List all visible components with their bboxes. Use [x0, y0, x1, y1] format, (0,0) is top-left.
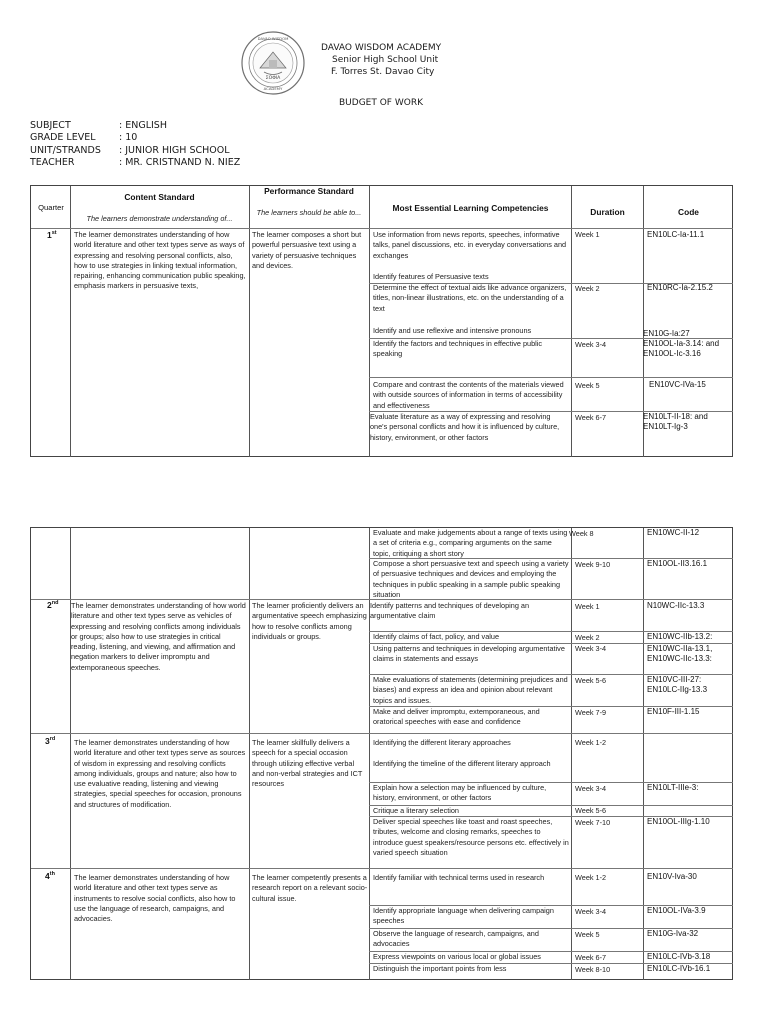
quarter-4-content-standard: The learner demonstrates understanding of how world literature and other text types serve as instruments to resolve social conflicts, also how to use the language of research, campaigns, and advocacies. [74, 873, 236, 924]
competency-code: EN10G-Iva-32 [647, 929, 699, 938]
competency-text: Identify features of Persuasive texts [373, 272, 489, 281]
header-performance-standard: Performance Standard [264, 186, 354, 196]
competency-code: EN10LT-IIIe-3: [647, 783, 699, 792]
competency-code: EN10V-Iva-30 [647, 872, 697, 881]
budget-table-page-1 [30, 185, 733, 457]
competency-duration: Week 7-10 [575, 818, 611, 827]
header-content-standard-sub: The learners demonstrate understanding of... [86, 214, 233, 223]
competency-code: EN10VC-IVa-15 [649, 380, 706, 389]
svg-text:ACADEMY: ACADEMY [263, 86, 283, 91]
competency-duration: Week 1 [575, 230, 600, 239]
competency-text: Identify familiar with technical terms used in research [373, 873, 545, 882]
competency-code: EN10F-III-1.15 [647, 707, 700, 716]
competency-text: Identify and use reflexive and intensive pronouns [373, 326, 532, 335]
competency-text: Identify appropriate language when delivering campaign speeches [373, 906, 554, 926]
competency-duration: Week 5-6 [575, 806, 607, 815]
quarter-2-performance-standard: The learner proficiently delivers an argumentative speech emphasizing how to resolve conflicts among individuals or groups. [252, 601, 367, 641]
competency-text: Observe the language of research, campaigns, and advocacies [373, 929, 539, 949]
competency-code: EN10OL-II3.16.1 [647, 559, 708, 568]
competency-duration: Week 5 [575, 930, 600, 939]
competency-text: Identify patterns and techniques of developing an argumentative claim [370, 601, 530, 621]
quarter-4-label: 4th [45, 871, 55, 881]
competency-duration: Week 2 [575, 284, 600, 293]
competency-code: N10WC-IIc-13.3 [647, 601, 705, 610]
info-label-unit: UNIT/STRANDS [30, 144, 101, 156]
quarter-2-content-standard: The learner demonstrates understanding of how world literature and other text types serve as vehicles of expressing and resolving conflicts among individuals or groups; also how to use strategies in critical reading, listening, and viewing, and affirmation and negation markers to deliver impromptu and extemporaneous speeches. [71, 601, 246, 672]
competency-text: Explain how a selection may be influenced by culture, history, environment, or other factors [373, 783, 547, 803]
info-value-grade: : 10 [119, 132, 138, 144]
competency-code: EN10VC-III-27: EN10LC-IIg-13.3 [647, 675, 708, 694]
competency-text: Identify claims of fact, policy, and value [373, 632, 499, 641]
quarter-3-content-standard: The learner demonstrates understanding of how world literature and other text types serve as sources of wisdom in expressing and resolving conflicts among individuals, groups and nature; also how to use evaluative reading, listening and viewing strategies, special speeches for occasion, pronouns and structures of modification. [74, 738, 246, 809]
competency-duration: Week 1-2 [575, 873, 607, 882]
competency-text: Express viewpoints on various local or global issues [373, 952, 541, 961]
school-name: DAVAO WISDOM ACADEMY [321, 43, 442, 53]
competency-text: Distinguish the important points from less [373, 964, 507, 973]
quarter-1-content-standard: The learner demonstrates understanding of how world literature and other text types serve as ways of expressing and resolving personal conflicts, also, how to use strategies in linking textual information, repairing, enhancing communication public speaking, emphasis markers in persuasive texts, [74, 230, 246, 291]
competency-text: Determine the effect of textual aids like advance organizers, titles, non-linear illustrations, etc. on the understanding of a text [373, 283, 567, 313]
competency-duration: Week 2 [575, 633, 600, 642]
quarter-2-label: 2nd [47, 600, 59, 610]
quarter-3-performance-standard: The learner skillfully delivers a speech for a special occasion through utilizing effective verbal and non-verbal strategies and ICT resources [252, 738, 363, 789]
competency-code: EN10WC-II-12 [647, 528, 700, 537]
competency-duration: Week 9-10 [575, 560, 611, 569]
svg-text:ΣΟΦΙΑ: ΣΟΦΙΑ [265, 76, 281, 81]
competency-text: Identify the factors and techniques in effective public speaking [373, 339, 543, 359]
competency-text: Make and deliver impromptu, extemporaneous, and oratorical speeches with ease and confidence [373, 707, 540, 727]
competency-code: EN10OL-IVa-3.9 [647, 906, 706, 915]
competency-text: Identifying the timeline of the different literary approach [373, 759, 551, 768]
competency-text: Critique a literary selection [373, 806, 459, 815]
competency-text: Deliver special speeches like toast and roast speeches, tributes, welcome and closing remarks, speeches to introduce guest speakers/resource persons etc. effectively in varied speech situation [373, 817, 569, 857]
document-title: BUDGET OF WORK [339, 98, 423, 108]
quarter-1-label: 1st [47, 230, 57, 240]
info-label-subject: SUBJECT [30, 120, 71, 131]
competency-text: Use information from news reports, speeches, informative talks, panel discussions, etc. in everyday conversations and exchanges [373, 230, 567, 260]
header-content-standard: Content Standard [124, 192, 195, 202]
competency-duration: Week 8 [569, 529, 594, 538]
competency-duration: Week 1 [575, 602, 600, 611]
header-code: Code [678, 207, 699, 217]
header-performance-standard-sub: The learners should be able to... [256, 208, 362, 217]
competency-code: EN10OL-Ia-3.14: and EN10OL-Ic-3.16 [643, 339, 720, 358]
quarter-4-performance-standard: The learner competently presents a research report on a relevant socio-cultural issue. [252, 873, 368, 903]
competency-code: EN10LC-IVb-3.18 [647, 952, 711, 961]
quarter-1-performance-standard: The learner composes a short but powerful persuasive text using a variety of persuasive techniques and devices. [252, 230, 362, 270]
info-block [30, 120, 330, 172]
info-value-subject: : ENGLISH [119, 120, 167, 131]
budget-table-page-2 [30, 527, 733, 980]
competency-duration: Week 3-4 [575, 784, 607, 793]
competency-code: EN10LC-Ia-11.1 [647, 230, 705, 239]
svg-text:DAVAO WISDOM: DAVAO WISDOM [257, 36, 289, 41]
info-label-grade: GRADE LEVEL [30, 132, 96, 144]
header-melc: Most Essential Learning Competencies [392, 203, 549, 213]
competency-duration: Week 3-4 [575, 340, 607, 349]
competency-duration: Week 6-7 [575, 953, 607, 962]
competency-duration: Week 5-6 [575, 676, 607, 685]
school-unit: Senior High School Unit [332, 55, 439, 65]
competency-code: EN10LC-IVb-16.1 [647, 964, 711, 973]
competency-text: Evaluate literature as a way of expressing and resolving one's personal conflicts and how it is influenced by culture, history, environment, or other factors [370, 412, 560, 442]
competency-duration: Week 7-9 [575, 708, 607, 717]
competency-text: Evaluate and make judgements about a range of texts using a set of criteria e.g., comparing arguments on the same topic, critiquing a short story [373, 528, 568, 558]
header-duration: Duration [590, 207, 625, 217]
info-value-unit: : JUNIOR HIGH SCHOOL [119, 144, 230, 156]
competency-code: EN10RC-Ia-2.15.2 [647, 283, 713, 292]
competency-duration: Week 6-7 [575, 413, 607, 422]
competency-code: EN10LT-II-18: and EN10LT-Ig-3 [643, 412, 708, 431]
competency-duration: Week 3-4 [575, 907, 607, 916]
competency-text: Make evaluations of statements (determining prejudices and biases) and express an idea and opinion about relevant topics and issues. [373, 675, 568, 705]
competency-text: Using patterns and techniques in developing argumentative claims in statements and essays [373, 644, 565, 664]
info-value-teacher: : MR. CRISTNAND N. NIEZ [119, 156, 241, 168]
competency-code: EN10OL-IIIg-1.10 [647, 817, 710, 826]
competency-code: EN10WC-IIb-13.2: [647, 632, 713, 641]
competency-text: Compose a short persuasive text and speech using a variety of persuasive techniques and devices and employing the techniques in public speaking in a sample public speaking situation [373, 559, 569, 599]
competency-code: EN10WC-IIa-13.1, EN10WC-IIc-13.3: [647, 644, 713, 663]
competency-duration: Week 1-2 [575, 738, 607, 747]
competency-duration: Week 5 [575, 381, 600, 390]
quarter-3-label: 3rd [45, 736, 56, 746]
competency-code: EN10G-Ia:27 [643, 329, 690, 338]
info-label-teacher: TEACHER [30, 156, 75, 168]
competency-text: Identifying the different literary approaches [373, 738, 511, 747]
competency-duration: Week 8-10 [575, 965, 611, 974]
competency-duration: Week 3-4 [575, 644, 607, 653]
competency-text: Compare and contrast the contents of the materials viewed with outside sources of information in terms of accessibility and effectiveness [373, 380, 564, 410]
header-quarter: Quarter [38, 203, 64, 212]
school-seal-logo [240, 30, 306, 96]
school-address: F. Torres St. Davao City [331, 67, 435, 77]
